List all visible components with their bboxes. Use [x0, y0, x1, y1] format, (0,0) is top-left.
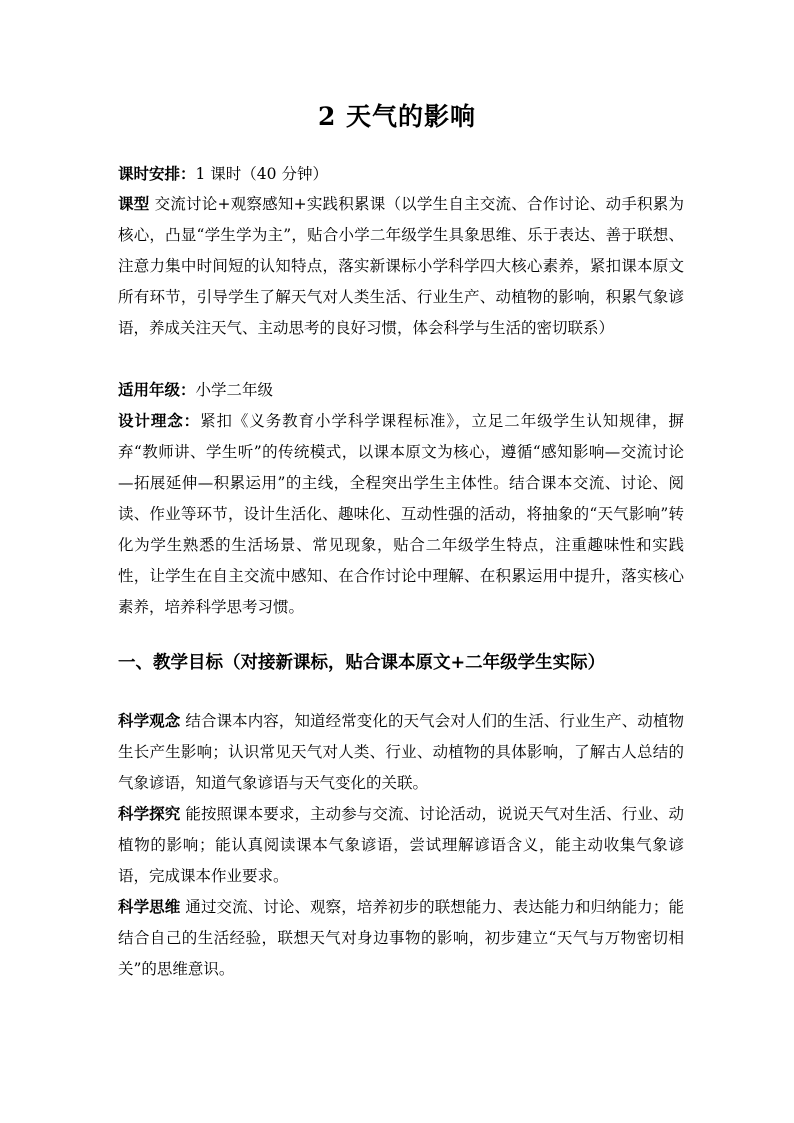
document-title: 2 天气的影响: [317, 102, 477, 131]
info-label: 课型: [118, 194, 150, 213]
info-class-schedule: [118, 158, 684, 190]
info-grade: [118, 374, 684, 406]
info-label: 课时安排：: [118, 164, 196, 183]
info-text: 交流讨论+观察感知+实践积累课（以学生自主交流、合作讨论、动手积累为核心，凸显“学生学为主”，贴合小学二年级学生具象思维、乐于表达、善于联想、注意力集中时间短的认知特点，落实新课标小学科学四大核心素养，紧扣课本原文所有环节，引导学生了解天气对人类生活、行业生产、动植物的影响，积累气象谚语，养成关注天气、主动思考的良好习惯，体会科学与生活的密切联系）: [118, 195, 684, 337]
goal-text: 结合课本内容，知道经常变化的天气会对人们的生活、行业生产、动植物生长产生影响；认识常见天气对人类、行业、动植物的具体影响，了解古人总结的气象谚语，知道气象谚语与天气变化的关联。: [118, 712, 684, 792]
info-text: 小学二年级: [195, 381, 274, 399]
goal-text: 通过交流、讨论、观察，培养初步的联想能力、表达能力和归纳能力；能结合自己的生活经验，联想天气对身边事物的影响，初步建立“天气与万物密切相关”的思维意识。: [118, 898, 684, 978]
info-lesson-type: [118, 188, 684, 344]
section-heading-goals: 一、教学目标（对接新课标，贴合课本原文+二年级学生实际）: [118, 653, 606, 673]
goal-scientific-thinking: [118, 891, 684, 985]
info-label: 设计理念：: [118, 411, 201, 430]
goal-label: 科学观念: [118, 711, 181, 730]
info-label: 适用年级：: [118, 380, 196, 399]
goal-scientific-inquiry: [118, 798, 684, 892]
info-design-concept: [118, 405, 684, 623]
info-text: 紧扣《义务教育小学科学课程标准》，立足二年级学生认知规律，摒弃“教师讲、学生听”的传统模式，以课本原文为核心，遵循“感知影响—交流讨论—拓展延伸—积累运用”的主线，全程突出学生主体性。结合课本交流、讨论、阅读、作业等环节，设计生活化、趣味化、互动性强的活动，将抽象的“天气影响”转化为学生熟悉的生活场景、常见现象，贴合二年级学生特点，注重趣味性和实践性，让学生在自主交流中感知、在合作讨论中理解、在积累运用中提升，落实核心素养，培养科学思考习惯。: [118, 412, 684, 616]
goal-scientific-concept: [118, 705, 684, 799]
goal-label: 科学探究: [118, 804, 181, 823]
info-text: 1 课时（40 分钟）: [195, 165, 328, 183]
goal-label: 科学思维: [118, 897, 181, 916]
goal-text: 能按照课本要求，主动参与交流、讨论活动，说说天气对生活、行业、动植物的影响；能认真阅读课本气象谚语，尝试理解谚语含义，能主动收集气象谚语，完成课本作业要求。: [118, 805, 684, 885]
